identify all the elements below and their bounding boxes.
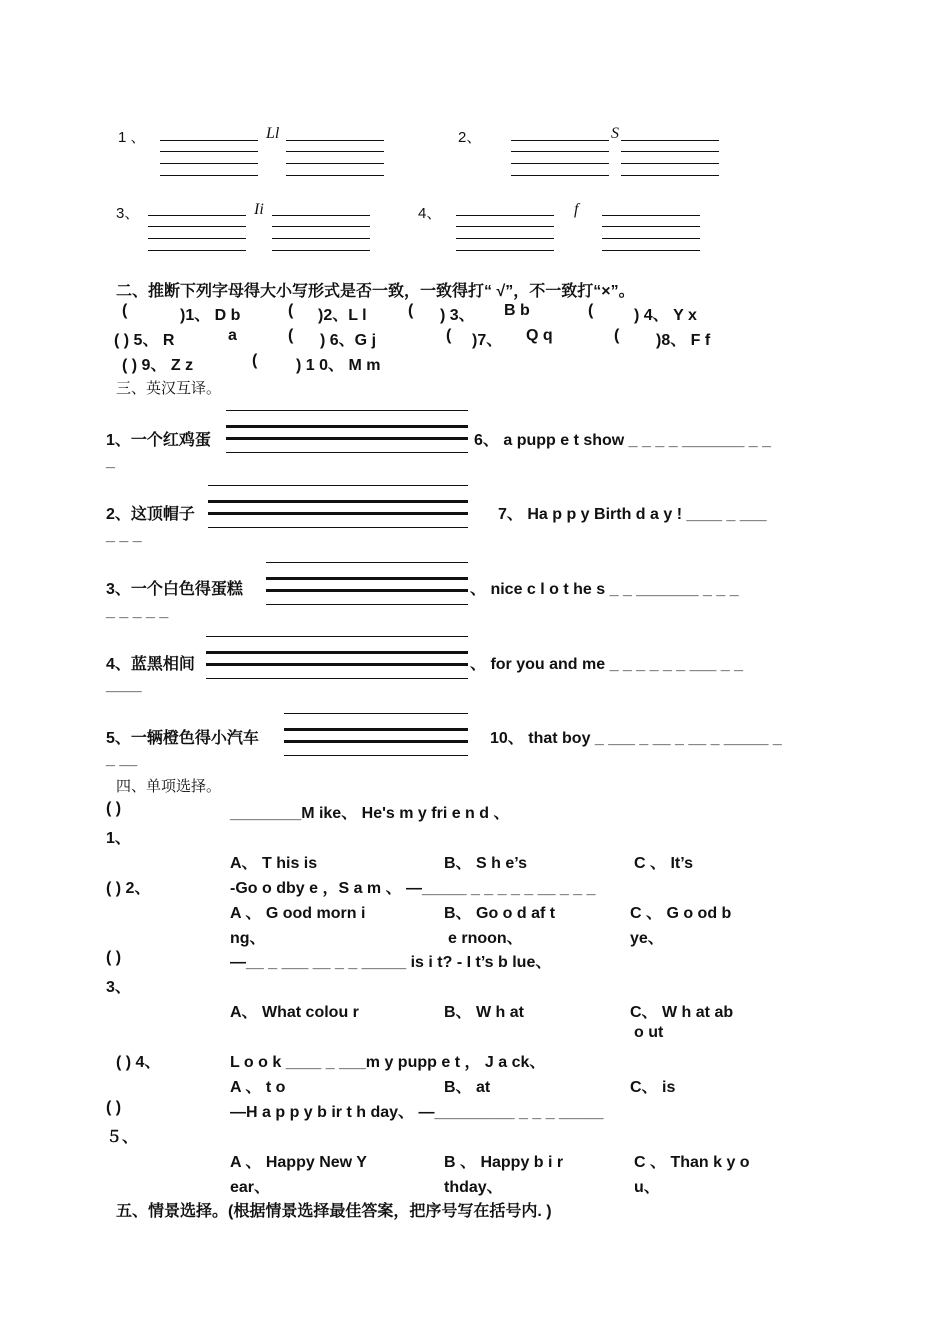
- item-5-letter: a: [228, 327, 237, 344]
- part3-heading: 三、英汉互译。: [116, 380, 222, 397]
- writing-line: [456, 226, 554, 227]
- answer-paren-open[interactable]: (: [446, 327, 452, 344]
- translate-q4: 4、蓝黑相间: [106, 656, 195, 673]
- answer-line: [208, 512, 468, 515]
- translate-q7-wrap: _ _ _: [106, 527, 142, 544]
- answer-line: [208, 527, 468, 528]
- option-a[interactable]: A、 What colou r: [230, 1004, 359, 1021]
- answer-paren[interactable]: ( ) 2、: [106, 880, 151, 897]
- part5-heading: 五、情景选择。(根据情景选择最佳答案，把序号写在括号内. ): [116, 1203, 552, 1220]
- q4-letter: f: [574, 201, 579, 218]
- answer-line: [206, 663, 468, 666]
- answer-line: [226, 437, 468, 440]
- writing-line: [511, 175, 609, 176]
- item-9: ( ) 9、 Z z: [122, 357, 194, 374]
- answer-line: [208, 485, 468, 486]
- answer-line: [206, 678, 468, 679]
- item-2: )2、L l: [318, 307, 367, 324]
- writing-line: [456, 238, 554, 239]
- answer-line: [226, 410, 468, 411]
- writing-line: [456, 215, 554, 216]
- option-b-wrap[interactable]: e rnoon、: [448, 930, 523, 947]
- item-10: ) 1 0、 M m: [296, 357, 381, 374]
- answer-paren-open[interactable]: (: [252, 352, 258, 369]
- writing-line: [511, 163, 609, 164]
- option-b-wrap[interactable]: thday、: [444, 1179, 503, 1196]
- answer-line: [284, 755, 468, 756]
- q3-number: 3、: [116, 205, 140, 222]
- answer-paren-open[interactable]: (: [288, 302, 294, 319]
- translate-q9: 、 for you and me _ _ _ _ _ _ ___ _ _: [470, 656, 744, 673]
- writing-line: [511, 140, 609, 141]
- writing-line: [511, 151, 609, 152]
- writing-line: [148, 250, 246, 251]
- answer-line: [266, 562, 468, 563]
- writing-line: [621, 163, 719, 164]
- question-number: 1、: [106, 830, 131, 847]
- q3-letter: Ii: [254, 201, 264, 218]
- writing-line: [272, 238, 370, 239]
- translate-q2: 2、这顶帽子: [106, 506, 195, 523]
- answer-paren[interactable]: ( ): [106, 949, 122, 966]
- option-b[interactable]: B、 S h e’s: [444, 855, 527, 872]
- answer-line: [208, 500, 468, 503]
- option-c-wrap[interactable]: ye、: [630, 930, 664, 947]
- q1-number: 1 、: [118, 129, 146, 146]
- q1-letter: Ll: [266, 125, 280, 142]
- option-a[interactable]: A 、 t o: [230, 1079, 286, 1096]
- option-b[interactable]: B 、 Happy b i r: [444, 1154, 564, 1171]
- translate-q7: 7、 Ha p p y Birth d a y ! ____ _ ___: [498, 506, 767, 523]
- translate-q10: 10、 that boy _ ___ _ __ _ __ _ _____ _: [490, 730, 782, 747]
- writing-line: [602, 215, 700, 216]
- answer-paren[interactable]: ( ): [106, 800, 122, 817]
- answer-line: [266, 577, 468, 580]
- writing-line: [286, 140, 384, 141]
- item-3-letters: B b: [504, 302, 530, 319]
- option-c-wrap[interactable]: o ut: [634, 1024, 664, 1041]
- writing-line: [272, 250, 370, 251]
- option-c[interactable]: C 、 It’s: [634, 855, 693, 872]
- translate-q6-wrap: _: [106, 453, 115, 470]
- item-1: )1、 D b: [180, 307, 241, 324]
- question-number: 3、: [106, 979, 131, 996]
- item-3: ) 3、: [440, 307, 475, 324]
- writing-line: [272, 215, 370, 216]
- translate-q9-wrap: ____: [106, 677, 142, 694]
- writing-line: [602, 250, 700, 251]
- answer-paren-open[interactable]: (: [408, 302, 414, 319]
- option-c[interactable]: C 、 G o od b: [630, 905, 732, 922]
- writing-line: [160, 140, 258, 141]
- translate-q1: 1、一个红鸡蛋: [106, 432, 211, 449]
- item-7: )7、: [472, 332, 503, 349]
- option-c[interactable]: C、 W h at ab: [630, 1004, 734, 1021]
- writing-line: [148, 238, 246, 239]
- answer-paren-open[interactable]: (: [122, 302, 128, 319]
- answer-line: [284, 728, 468, 731]
- writing-line: [286, 151, 384, 152]
- answer-line: [206, 636, 468, 637]
- writing-line: [621, 175, 719, 176]
- answer-line: [226, 452, 468, 453]
- item-5: ( ) 5、 R: [114, 332, 175, 349]
- item-7-letters: Q q: [526, 327, 553, 344]
- option-a[interactable]: A、 T his is: [230, 855, 318, 872]
- option-c[interactable]: C、 is: [630, 1079, 676, 1096]
- answer-line: [226, 425, 468, 428]
- question-stem: -Go o dby e ，S a m 、 —_____ _ _ _ _ _ __ _ _ _: [230, 880, 596, 897]
- q2-letter: S: [611, 125, 619, 142]
- translate-q3: 3、一个白色得蛋糕: [106, 581, 243, 598]
- answer-paren-open[interactable]: (: [614, 327, 620, 344]
- writing-line: [160, 175, 258, 176]
- answer-paren[interactable]: ( ) 4、: [116, 1054, 161, 1071]
- option-b[interactable]: B、 Go o d af t: [444, 905, 556, 922]
- part4-heading: 四、单项选择。: [116, 778, 222, 795]
- question-stem: ________M ike、 He's m y fri e n d 、: [230, 805, 510, 822]
- answer-line: [206, 651, 468, 654]
- translate-q10-wrap: _ __: [106, 751, 138, 768]
- writing-line: [148, 215, 246, 216]
- question-stem: —__ _ ___ __ _ _ _____ is i t? - I t’s b lue、: [230, 954, 552, 971]
- writing-line: [286, 163, 384, 164]
- option-b[interactable]: B、 at: [444, 1079, 491, 1096]
- option-a[interactable]: A 、 Happy New Y: [230, 1154, 367, 1171]
- item-6: ) 6、G j: [320, 332, 377, 349]
- writing-line: [621, 151, 719, 152]
- answer-line: [284, 740, 468, 743]
- option-a[interactable]: A 、 G ood morn i: [230, 905, 366, 922]
- q2-number: 2、: [458, 129, 482, 146]
- translate-q5: 5、一辆橙色得小汽车: [106, 730, 259, 747]
- item-4: ) 4、 Y x: [634, 307, 697, 324]
- part2-heading: 二、推断下列字母得大小写形式是否一致，一致得打“ √”，不一致打“×”。: [116, 283, 635, 300]
- answer-paren-open[interactable]: (: [588, 302, 594, 319]
- question-stem: L o o k ____ _ ___m y pupp e t ， J a ck、: [230, 1054, 546, 1071]
- option-a-wrap[interactable]: ear、: [230, 1179, 271, 1196]
- question-stem: —H a p p y b ir t h day、 —_________ _ _ _ _____: [230, 1104, 604, 1121]
- option-c-wrap[interactable]: u、: [634, 1179, 660, 1196]
- writing-line: [160, 163, 258, 164]
- writing-line: [148, 226, 246, 227]
- answer-line: [266, 604, 468, 605]
- writing-line: [602, 226, 700, 227]
- translate-q8-wrap: _ _ _ _ _: [106, 603, 169, 620]
- item-8: )8、 F f: [656, 332, 711, 349]
- option-b[interactable]: B、 W h at: [444, 1004, 524, 1021]
- translate-q6: 6、 a pupp e t show _ _ _ _ _______ _ _: [474, 432, 772, 449]
- question-number: ５、: [106, 1129, 139, 1146]
- writing-line: [286, 175, 384, 176]
- writing-line: [160, 151, 258, 152]
- writing-line: [621, 140, 719, 141]
- writing-line: [602, 238, 700, 239]
- answer-line: [284, 713, 468, 714]
- option-c[interactable]: C 、 Than k y o: [634, 1154, 750, 1171]
- writing-line: [272, 226, 370, 227]
- writing-line: [456, 250, 554, 251]
- answer-paren[interactable]: ( ): [106, 1099, 122, 1116]
- answer-line: [266, 589, 468, 592]
- translate-q8: 、 nice c l o t he s _ _ _______ _ _ _: [470, 581, 739, 598]
- q4-number: 4、: [418, 205, 442, 222]
- answer-paren-open[interactable]: (: [288, 327, 294, 344]
- option-a-wrap[interactable]: ng、: [230, 930, 266, 947]
